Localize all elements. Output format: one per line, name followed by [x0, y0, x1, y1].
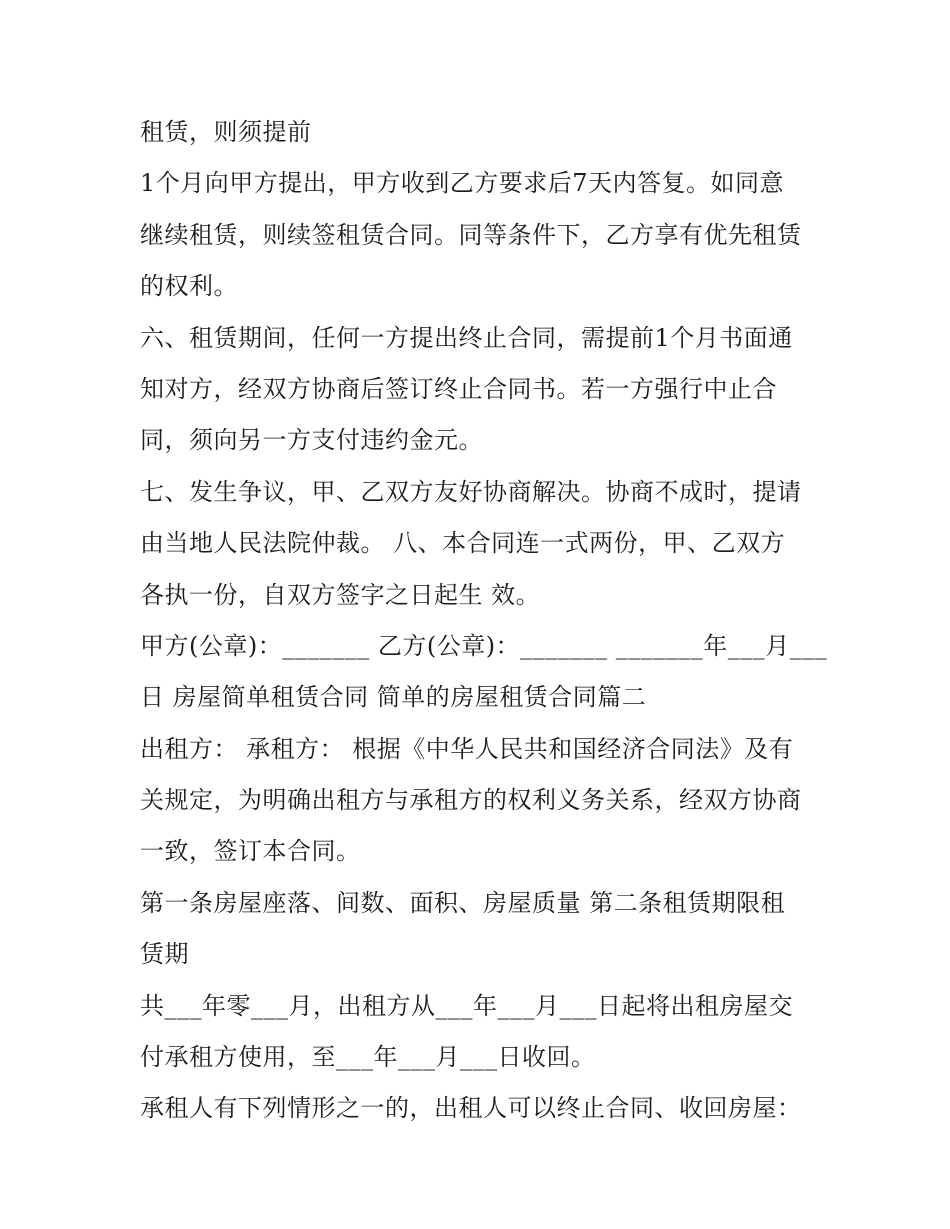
text-line: 六、租赁期间，任何一方提出终止合同，需提前1个月书面通: [140, 323, 793, 352]
text-line: 继续租赁，则续签租赁合同。同等条件下，乙方享有优先租赁: [140, 220, 802, 249]
signature-line: 甲方(公章)：_______ 乙方(公章)：_______ _______年___月___: [140, 631, 828, 660]
text-line: 共___年零___月，出租方从___年___月___日起将出租房屋交: [140, 991, 793, 1020]
text-line: 1个月向甲方提出，甲方收到乙方要求后7天内答复。如同意: [140, 169, 785, 198]
text-line: 同，须向另一方支付违约金元。: [140, 426, 483, 455]
text-line: 关规定，为明确出租方与承租方的权利义务关系，经双方协商: [140, 786, 802, 815]
text-line: 赁期: [140, 940, 189, 969]
text-line: 出租方： 承租方： 根据《中华人民共和国经济合同法》及有: [140, 734, 794, 763]
text-line: 租赁，则须提前: [140, 118, 312, 146]
document-body: [140, 107, 828, 1135]
text-line: 知对方，经双方协商后签订终止合同书。若一方强行中止合: [140, 374, 777, 403]
text-line: 付承租方使用，至___年___月___日收回。: [140, 1043, 596, 1072]
text-line: 各执一份，自双方签字之日起生 效。: [140, 580, 541, 609]
text-line: 由当地人民法院仲裁。 八、本合同连一式两份，甲、乙双方: [140, 529, 786, 558]
text-line: 的权利。: [140, 272, 238, 301]
text-line: 一致，签订本合同。: [140, 837, 361, 866]
text-line: 承租人有下列情形之一的，出租人可以终止合同、收回房屋：: [140, 1094, 802, 1123]
text-line: 七、发生争议，甲、乙双方友好协商解决。协商不成时，提请: [140, 477, 802, 506]
text-line: 第一条房屋座落、间数、面积、房屋质量 第二条租赁期限租: [140, 888, 786, 917]
section-heading-line: 日 房屋简单租赁合同 简单的房屋租赁合同篇二: [140, 683, 647, 712]
